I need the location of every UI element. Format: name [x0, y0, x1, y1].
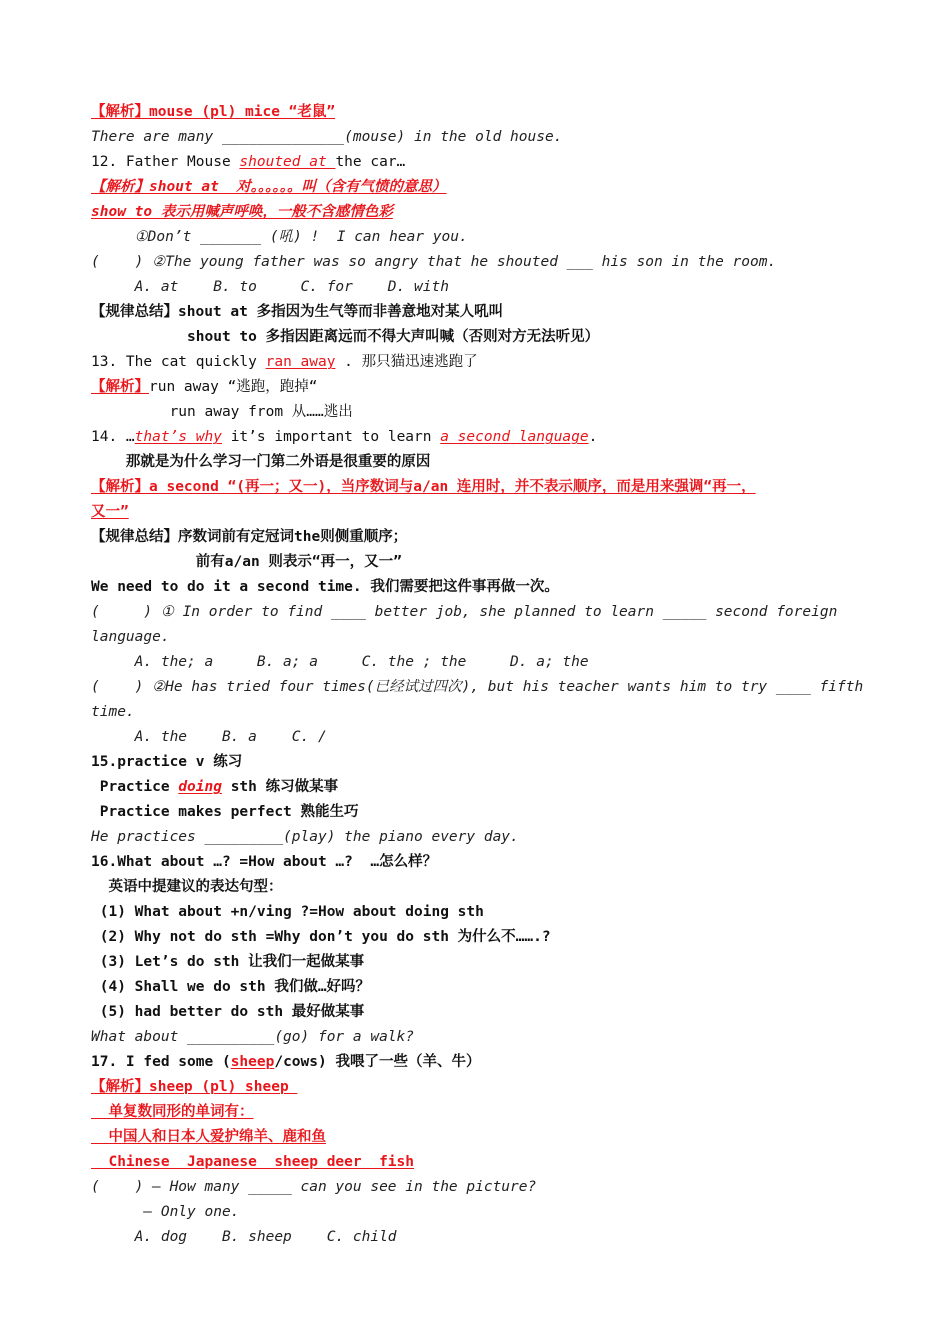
line-same-plural-heading: 单复数同形的单词有： — [91, 1104, 254, 1120]
line-shout-to-analysis: show to 表示用喊声呼唤，一般不含感情色彩 — [91, 204, 393, 220]
line-exercise-practices: He practices _________(play) the piano every day. — [91, 829, 519, 845]
line-suggestion-4: (4) Shall we do sth 我们做…好吗？ — [91, 979, 371, 995]
line-item-13: 13. The cat quickly ran away . 那只猫迅速逃跑了 — [91, 354, 478, 370]
line-exercise-shouted: ( ) ②The young father was so angry that he shouted ___ his son in the room. — [91, 254, 777, 270]
line-rule-ordinal-a: 前有a/an 则表示“再一，又一” — [91, 554, 402, 570]
line-options-fifth: A. the B. a C. / — [91, 729, 327, 745]
line-mnemonic-cn: 中国人和日本人爱护绵羊、鹿和鱼 — [91, 1129, 326, 1145]
line-item-16: 16.What about …? =How about …? …怎么样？ — [91, 854, 438, 870]
line-practice-perfect: Practice makes perfect 熟能生巧 — [91, 804, 359, 820]
line-item-15: 15.practice v 练习 — [91, 754, 243, 770]
line-rule-shout-to: shout to 多指因距离远而不得大声叫喊（否则对方无法听见） — [91, 329, 600, 345]
line-suggestion-5: (5) had better do sth 最好做某事 — [91, 1004, 365, 1020]
line-options-articles: A. the; a B. a; a C. the ; the D. a; the — [91, 654, 589, 670]
line-item-14: 14. …that’s why it’s important to learn a second language. — [91, 429, 598, 445]
line-item-17: 17. I fed some (sheep/cows) 我喂了一些（羊、牛） — [91, 1054, 481, 1070]
line-exercise-dont: ①Don’t _______ (吼) ! I can hear you. — [91, 229, 468, 245]
line-rule-ordinal-the: 【规律总结】序数词前有定冠词the则侧重顺序； — [91, 529, 408, 545]
line-suggestion-1: (1) What about +n/ving ?=How about doing sth — [91, 904, 484, 920]
line-shout-at-analysis: 【解析】shout at 对。。。。。。叫（含有气愤的意思） — [91, 179, 447, 195]
line-options-sheep: A. dog B. sheep C. child — [91, 1229, 397, 1245]
line-options-shout: A. at B. to C. for D. with — [91, 279, 449, 295]
line-mnemonic-en: Chinese Japanese sheep deer fish — [91, 1154, 415, 1170]
line-suggestion-2: (2) Why not do sth =Why don’t you do sth 为什么不…….? — [91, 929, 551, 945]
line-exercise-only-one: — Only one. — [91, 1204, 240, 1220]
line-suggestion-3: (3) Let’s do sth 让我们一起做某事 — [91, 954, 365, 970]
line-sheep-analysis: 【解析】sheep (pl) sheep — [91, 1079, 298, 1095]
line-a-second-analysis: 【解析】a second “(再一；又一)，当序数词与a/an 连用时，并不表示顺序，而是用来强调“再一， — [91, 479, 756, 495]
line-exercise-better-job: ( ) ① In order to find ____ better job, she planned to learn _____ second foreign — [91, 604, 838, 620]
line-run-away-from: run away from 从……逃出 — [91, 404, 353, 420]
line-item-12: 12. Father Mouse shouted at the car… — [91, 154, 406, 170]
line-item-14-translation: 那就是为什么学习一门第二外语是很重要的原因 — [91, 454, 431, 470]
line-mouse-analysis: 【解析】mouse (pl) mice “老鼠” — [91, 104, 336, 120]
line-run-away-analysis: 【解析】run away “逃跑，跑掉“ — [91, 379, 318, 395]
line-second-time-example: We need to do it a second time. 我们需要把这件事再做一次。 — [91, 579, 559, 595]
line-exercise-fifth-cont: time. — [91, 704, 135, 720]
line-exercise-what-about: What about __________(go) for a walk? — [91, 1029, 415, 1045]
line-a-second-analysis-cont: 又一” — [91, 504, 129, 520]
line-suggestion-heading: 英语中提建议的表达句型： — [91, 879, 283, 895]
line-practice-doing: Practice doing sth 练习做某事 — [91, 779, 339, 795]
line-exercise-how-many: ( ) — How many _____ can you see in the picture? — [91, 1179, 537, 1195]
line-exercise-better-job-cont: language. — [91, 629, 170, 645]
line-exercise-fifth: ( ) ②He has tried four times(已经试过四次), but his teacher wants him to try ____ fifth — [91, 679, 864, 695]
line-mouse-exercise: There are many ______________(mouse) in the old house. — [91, 129, 563, 145]
line-rule-shout-at: 【规律总结】shout at 多指因为生气等而非善意地对某人吼叫 — [91, 304, 504, 320]
